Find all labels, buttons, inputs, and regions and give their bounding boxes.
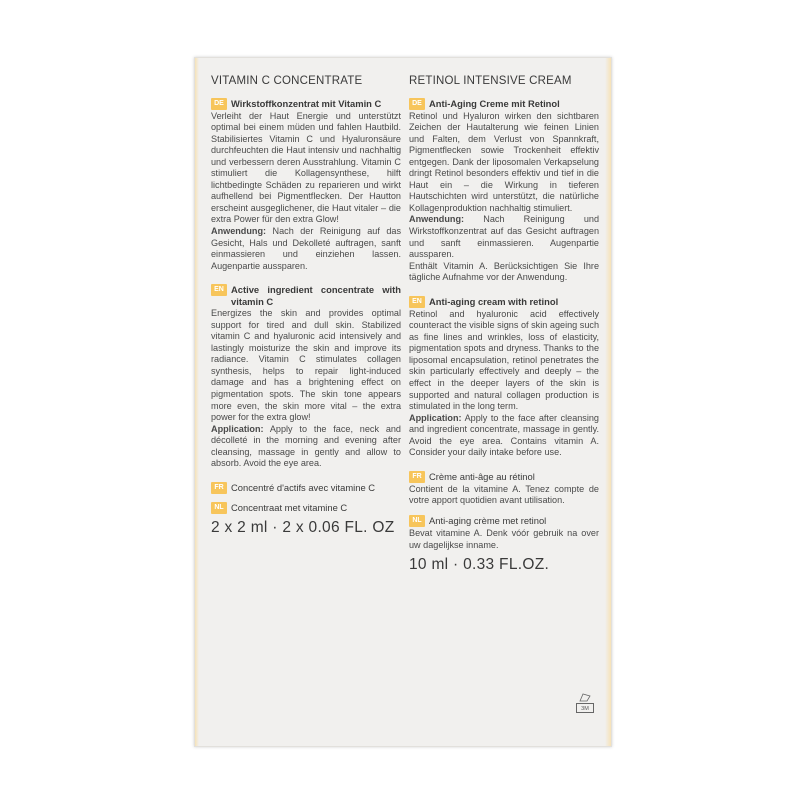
right-fold-edge: [605, 58, 611, 746]
retinol-en-text: Retinol and hyaluronic acid effectively counteract the visible signs of skin ageing such as fine lines and wrinkles, loss of elasticity, pigmentation spots and dryness. Thanks to the liposomal encapsulation, retinol penetrates the skin particularly effectively and deeply – the effect in the deeper layers of the skin is supported and natural collagen production is stimulated in the long term.: [409, 308, 599, 412]
vitamin-c-de-application-label: Anwendung:: [211, 226, 267, 237]
retinol-fr-text: Contient de la vitamine A. Tenez compte de votre apport quotidien avant utilisation.: [409, 483, 599, 506]
product-packaging-panel: [194, 57, 612, 747]
language-badge-fr: FR: [409, 471, 425, 483]
vitamin-c-nl-heading: Concentraat met vitamine C: [231, 501, 348, 513]
retinol-nl-section: [409, 515, 599, 551]
vitamin-c-volume: 2 x 2 ml · 2 x 0.06 FL. OZ: [211, 518, 395, 536]
retinol-en-heading: Anti-aging cream with retinol: [429, 295, 559, 307]
retinol-de-text: Retinol und Hyaluron wirken den sichtbaren Zeichen der Hautalterung wie feinen Linien und Falten, dem Verlust von Spannkraft, Pigmentflecken sowie Trockenheit effektiv entgegen. Dank der liposomalen Verkapselung dringt Retinol besonders effektiv und tief in die Haut ein – die Wirkung in tieferen Hautschichten wird unterstützt, die natürliche Kollagenproduktion nachhaltig stimuliert.: [409, 110, 599, 213]
vitamin-c-nl-section: [211, 502, 401, 514]
vitamin-c-fr-section: [211, 482, 401, 494]
vitamin-c-fr-heading: Concentré d'actifs avec vitamine C: [231, 481, 376, 493]
retinol-en-application-label: Application:: [409, 412, 462, 423]
vitamin-c-de-section: [211, 98, 401, 273]
vitamin-c-en-application-label: Application:: [211, 423, 264, 434]
language-badge-de: DE: [409, 98, 425, 110]
vitamin-c-de-application-text: Nach der Reinigung auf das Gesicht, Hals und Dekolleté auftragen, sanft einmassieren und einziehen lassen. Augenpartie aussparen.: [211, 226, 401, 271]
language-badge-nl: NL: [211, 502, 227, 514]
retinol-de-application-text: Nach Reinigung und Wirkstoffkonzentrat auf das Gesicht auftragen und sanft einmassieren. Augenpartie aussparen.: [409, 214, 599, 260]
language-badge-de: DE: [211, 98, 227, 110]
vitamin-c-en-section: [211, 284, 401, 470]
retinol-en-application-text: Apply to the face after cleansing and ingredient concentrate, massage in gently. Avoid the eye area. Contains vitamin A. Consider your daily intake before use.: [409, 412, 599, 458]
retinol-de-heading: Anti-Aging Creme mit Retinol: [429, 97, 560, 109]
retinol-de-application-label: Anwendung:: [409, 214, 465, 225]
retinol-fr-heading: Crème anti-âge au rétinol: [429, 470, 535, 482]
language-badge-fr: FR: [211, 482, 227, 494]
vitamin-c-de-heading: Wirkstoffkonzentrat mit Vitamin C: [231, 97, 382, 109]
vitamin-c-en-application-text: Apply to the face, neck and décolleté in the morning and evening after cleansing, massage in gently and allow to absorb. Avoid the eye area.: [211, 423, 401, 469]
retinol-nl-text: Bevat vitamine A. Denk vóór gebruik na over uw dagelijkse inname.: [409, 527, 599, 550]
language-badge-en: EN: [211, 284, 227, 296]
vitamin-c-en-heading: Active ingredient concentrate with vitamin C: [231, 284, 401, 307]
retinol-fr-section: [409, 471, 599, 507]
pao-jar-lid-icon: [578, 693, 592, 702]
retinol-title: RETINOL INTENSIVE CREAM: [409, 75, 572, 87]
retinol-column: [409, 75, 599, 574]
vitamin-c-en-text: Energizes the skin and provides optimal support for tired and dull skin. Stabilized vitamin C and hyaluronic acid intensively and lastingly moisturize the skin and improve its radiance. Vitamin C stimulates collagen synthesis, helps to repair light-induced damage and has a brightening effect on pigmentation spots. The skin tone appears more even, the skin more vital – the extra power for the extra glow!: [211, 308, 401, 423]
retinol-nl-heading: Anti-aging crème met retinol: [429, 514, 547, 526]
language-badge-nl: NL: [409, 515, 425, 527]
vitamin-c-de-text: Verleiht der Haut Energie und unterstützt optimal bei einem müden und fahlen Hautbild. Stabilisiertes Vitamin C und Hyaluronsäure durchfeuchten die Haut intensiv und nachhaltig und verbessern deren Ausstrahlung. Vitamin C stimuliert die Kollagensynthese, hilft lichtbedingte Schäden zu reparieren und wirkt aufhellend bei Pigmentflecken. Der Hautton erscheint ausgeglichener, die Haut vitaler – die extra Power für den extra Glow!: [211, 110, 401, 225]
vitamin-c-column: [211, 75, 401, 536]
language-badge-en: EN: [409, 296, 425, 308]
retinol-en-section: [409, 296, 599, 459]
pao-jar-icon: 3M: [576, 703, 594, 713]
retinol-de-section: [409, 98, 599, 284]
retinol-volume: 10 ml · 0.33 FL.OZ.: [409, 556, 550, 574]
vitamin-c-title: VITAMIN C CONCENTRATE: [211, 75, 363, 87]
retinol-de-note: Enthält Vitamin A. Berücksichtigen Sie Ihre tägliche Aufnahme vor der Anwendung.: [409, 260, 599, 283]
left-fold-edge: [195, 58, 199, 746]
